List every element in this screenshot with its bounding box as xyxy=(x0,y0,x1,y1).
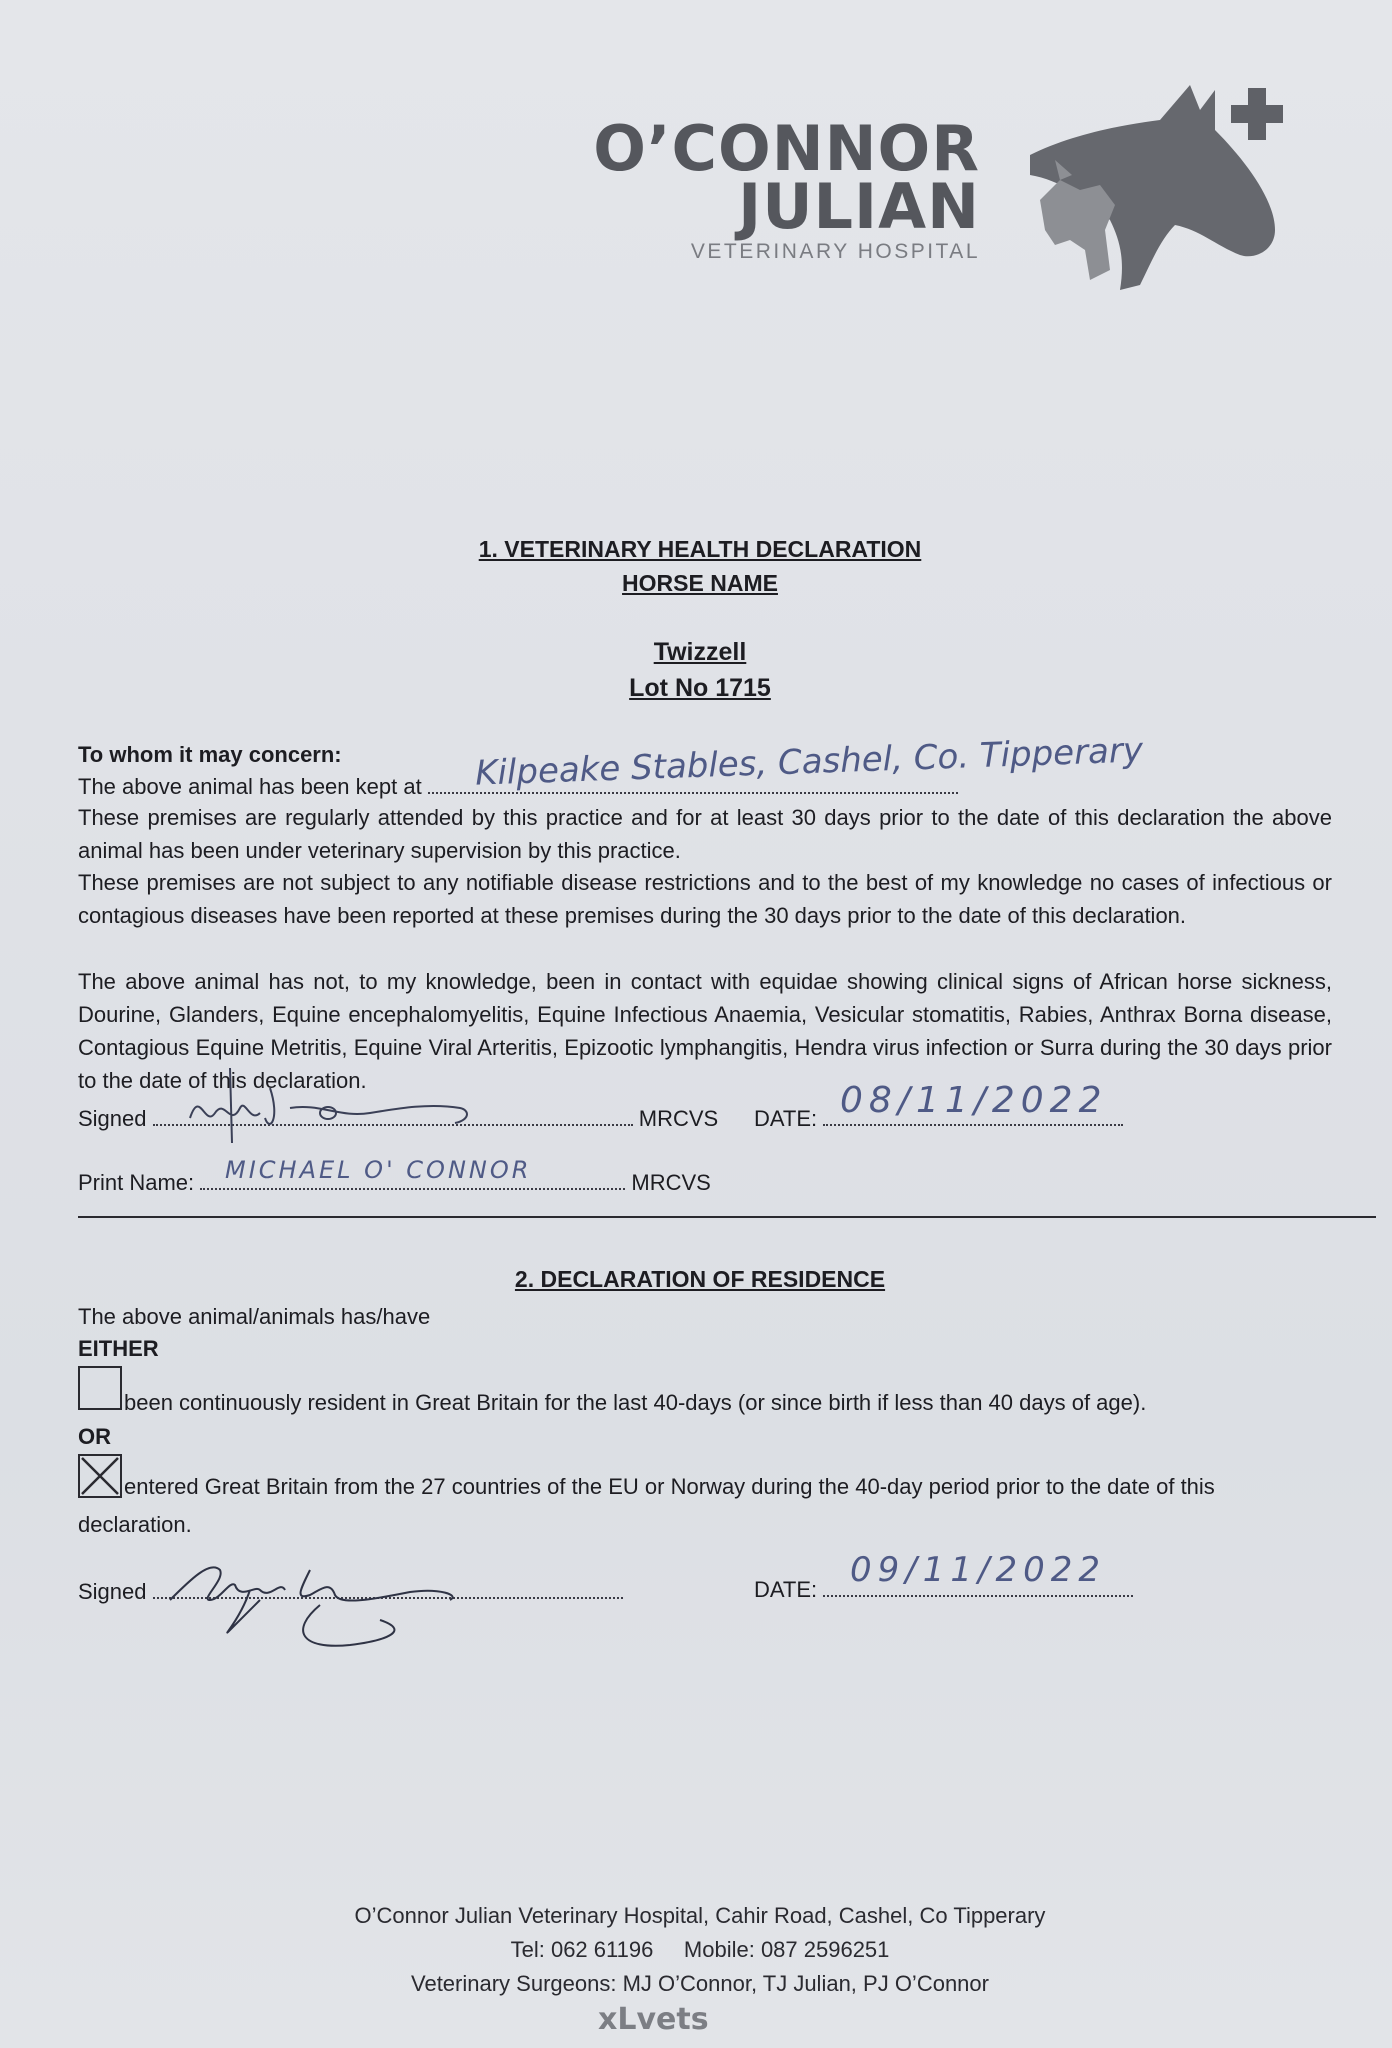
option2-checkbox[interactable] xyxy=(78,1454,122,1498)
logo-line-2: JULIAN xyxy=(738,170,980,243)
xlvets-logo-text: xLvets xyxy=(598,2003,709,2033)
section2-title: 2. DECLARATION OF RESIDENCE xyxy=(514,1266,886,1292)
vet-mrcvs-label: MRCVS xyxy=(638,1106,719,1131)
or-label: OR xyxy=(78,1424,111,1449)
salutation: To whom it may concern: xyxy=(78,742,342,767)
option2-text-line1: entered Great Britain from the 27 countries of the EU or Norway during the 40-day period prior to the date of this xyxy=(124,1474,1215,1499)
print-name-handwriting: MICHAEL O' CONNOR xyxy=(225,1156,532,1184)
residence-intro: The above animal/animals has/have xyxy=(78,1304,431,1329)
footer-tel-label: Tel: xyxy=(510,1937,545,1962)
logo-wordmark xyxy=(593,112,980,243)
option1-checkbox[interactable] xyxy=(78,1366,122,1410)
owner-signature xyxy=(160,1540,520,1660)
owner-date-label: DATE: xyxy=(754,1577,818,1602)
section-divider xyxy=(78,1216,1376,1218)
print-name-mrcvs-label: MRCVS xyxy=(631,1170,711,1195)
lot-number: Lot No 1715 xyxy=(629,674,771,702)
paragraph-supervision: These premises are regularly attended by this practice and for at least 30 days prior to the date of this declaration the above animal has been under veterinary supervision by this practice. xyxy=(78,805,1332,863)
practice-logo xyxy=(593,80,1300,290)
kept-at-handwriting: Kilpeake Stables, Cashel, Co. Tipperary xyxy=(474,730,1144,794)
vet-date-label: DATE: xyxy=(754,1106,818,1131)
horse-name: Twizzell xyxy=(653,638,747,666)
owner-signed-label: Signed xyxy=(78,1579,147,1604)
paragraph-contact: The above animal has not, to my knowledge, been in contact with equidae showing clinical signs of African horse sickness, Dourine, Glanders, Equine encephalomyelitis, Equine Infectious Anaemia, Vesicular stomatitis, Rabies, Anthrax Borna disease, Contagious Equine Metritis, Equine Viral Arteritis, Epizootic lymphangitis, Hendra virus infection or Surra during the 30 days prior to the date of this declaration. xyxy=(78,969,1332,1093)
footer-surgeons: Veterinary Surgeons: MJ O’Connor, TJ Julian, PJ O’Connor xyxy=(411,1971,989,1996)
option1-text: been continuously resident in Great Britain for the last 40-days (or since birth if less than 40 days of age). xyxy=(124,1390,1147,1415)
vet-signature xyxy=(170,1058,490,1148)
footer-tel: 062 61196 xyxy=(550,1937,654,1962)
horse-name-label: HORSE NAME xyxy=(622,570,778,596)
footer-mobile-label: Mobile: xyxy=(683,1937,755,1962)
footer-mobile: 087 2596251 xyxy=(760,1937,890,1962)
footer-phones xyxy=(0,1933,1392,1967)
option2-text-line2: declaration. xyxy=(78,1512,192,1537)
kept-at-label: The above animal has been kept at xyxy=(78,774,422,799)
logo-subtitle: VETERINARY HOSPITAL xyxy=(690,240,980,263)
footer-address: O’Connor Julian Veterinary Hospital, Cahir Road, Cashel, Co Tipperary xyxy=(354,1903,1046,1928)
paragraph-restrictions: These premises are not subject to any notifiable disease restrictions and to the best of my knowledge no cases of infectious or contagious diseases have been reported at these premises during the 30 days prior to the date of this declaration. xyxy=(78,870,1332,928)
logo-line-1: O’CONNOR xyxy=(593,112,980,185)
either-label: EITHER xyxy=(78,1336,159,1361)
animals-cross-logo-icon xyxy=(1000,80,1300,290)
checkbox-cross-icon xyxy=(80,1456,120,1496)
print-name-label: Print Name: xyxy=(78,1170,195,1195)
owner-date-handwriting: 09/11/2022 xyxy=(850,1550,1106,1590)
xlvets-logo xyxy=(598,2003,738,2033)
vet-date-handwriting: 08/11/2022 xyxy=(840,1080,1108,1121)
section1-title: 1. VETERINARY HEALTH DECLARATION xyxy=(478,536,922,562)
vet-signed-label: Signed xyxy=(78,1106,147,1131)
